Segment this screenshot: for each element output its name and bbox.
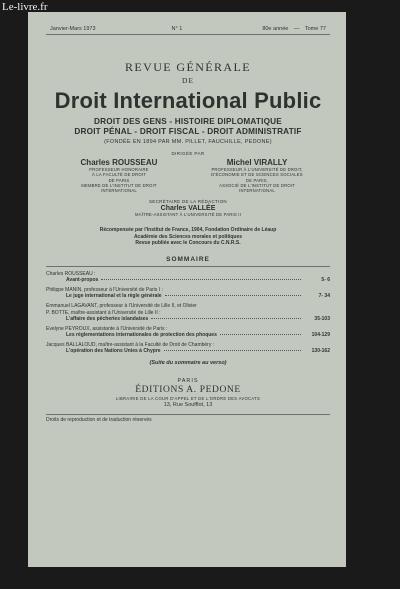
director-rousseau [56,158,182,193]
toc-author: Charles ROUSSEAU : [46,271,96,278]
journal-title: Droit International Public [54,88,322,113]
award-line: Académie des Sciences morales et politiques [133,233,243,240]
toc-author: P. BOTTE, maître-assistant à l'Université de Lille II : [46,309,161,316]
toc-leader [165,295,301,296]
publisher-address: 13, Rue Soufflot, 13 [163,402,213,409]
toc-leader [151,318,301,319]
award-line: Revue publiée avec le Concours du C.N.R.S. [135,239,241,246]
publisher-city: PARIS [177,378,199,385]
toc-author: Jacques BALLALOUD, maître-assistant à la Faculté de Droit de Chambéry : [46,341,215,348]
award-line: Récompensée par l'Institut de France, 1904, Fondation Ordinaire de Léaup [99,227,277,234]
toc-title: L'affaire des pêcheries islandaises [66,315,149,322]
director-title-line: INTERNATIONAL [101,188,137,194]
toc-pages: 5- 6 [321,277,330,284]
toc-entry [46,303,330,322]
watermark: Le-livre.fr [2,1,48,13]
director-virally [194,158,320,193]
toc-entry [46,271,330,284]
secretary-label: SECRÉTAIRE DE LA RÉDACTION [149,199,227,205]
founded-note: (FONDÉE EN 1894 PAR MM. PILLET, FAUCHILLE, PEDONE) [104,139,272,145]
rights-notice: Droits de reproduction et de traduction réservés [46,414,330,423]
director-title-line: DE PARIS, [245,177,269,183]
director-title-line: PROFESSEUR HONORAIRE [89,167,149,172]
director-title-line: PROFESSEUR À L'UNIVERSITÉ DE DROIT, [211,167,303,172]
director-name: Michel VIRALLY [226,158,288,167]
table-of-contents [46,271,330,354]
director-title-line: ASSOCIÉ DE L'INSTITUT DE DROIT [219,182,295,188]
secretary-title: MAÎTRE-ASSISTANT À L'UNIVERSITÉ DE PARIS II [135,212,241,218]
director-title-line: À LA FACULTÉ DE DROIT [92,172,146,178]
publisher-name: ÉDITIONS A. PEDONE [135,385,241,396]
toc-title: Les réglementations internationales de protection des phoques [66,331,217,338]
toc-pages: 104-129 [311,331,330,338]
awards [46,227,330,246]
sommaire-heading: SOMMAIRE [166,256,210,264]
journal-cover [28,12,346,567]
director-title-line: DE PARIS [108,177,130,183]
director-title-line: MEMBRE DE L'INSTITUT DE DROIT [81,182,157,188]
toc-entry [46,342,330,355]
secretary-name: Charles VALLÉE [160,205,216,213]
toc-pages: 35-103 [314,315,330,322]
toc-leader [220,334,301,335]
toc-pages: 7- 34 [318,293,330,300]
toc-continued-note: (Suite du sommaire au verso) [149,360,227,367]
director-name: Charles ROUSSEAU [80,158,158,167]
toc-author: Emmanuel LAGAVANT, professeur à l'Université de Lille II, et Olivier [46,303,197,310]
directors [56,158,320,193]
toc-author: Philippe MANIN, professeur à l'Université de Paris I : [46,287,163,294]
de-heading: DE [182,76,194,85]
issue-volume: Tome 77 [304,26,326,32]
subtitle-line-2: DROIT PÉNAL - DROIT FISCAL - DROIT ADMINISTRATIF [74,127,302,136]
issue-number: N° 1 [171,26,183,32]
revue-heading: REVUE GÉNÉRALE [125,60,251,74]
directed-by-label: DIRIGÉE PAR [171,151,205,156]
toc-entry [46,287,330,300]
toc-title: Avant-propos [66,277,99,284]
publisher-block [46,378,330,408]
subtitle-line-1: DROIT DES GENS - HISTOIRE DIPLOMATIQUE [94,117,282,126]
toc-title: L'opération des Nations Unies à Chypre [66,348,161,355]
toc-leader [101,279,301,280]
toc-leader [164,350,301,351]
toc-title: Le juge international et la règle générale [66,293,162,300]
director-title-line: D'ÉCONOMIE ET DE SCIENCES SOCIALES [211,172,303,178]
issue-date: Janvier-Mars 1973 [50,26,96,32]
toc-author: Evelyne PEYROUX, assistante à l'Université de Paris : [46,325,168,332]
divider [46,266,330,267]
issue-info: Janvier-Mars 1973 N° 1 80e année — Tome 77 [46,26,330,35]
issue-year: 80e année [262,26,289,32]
director-title-line: INTERNATIONAL [239,188,275,194]
toc-pages: 130-162 [311,348,330,355]
toc-entry [46,326,330,339]
publisher-description: LIBRAIRIE DE LA COUR D'APPEL ET DE L'ORDRE DES AVOCATS [115,396,261,402]
